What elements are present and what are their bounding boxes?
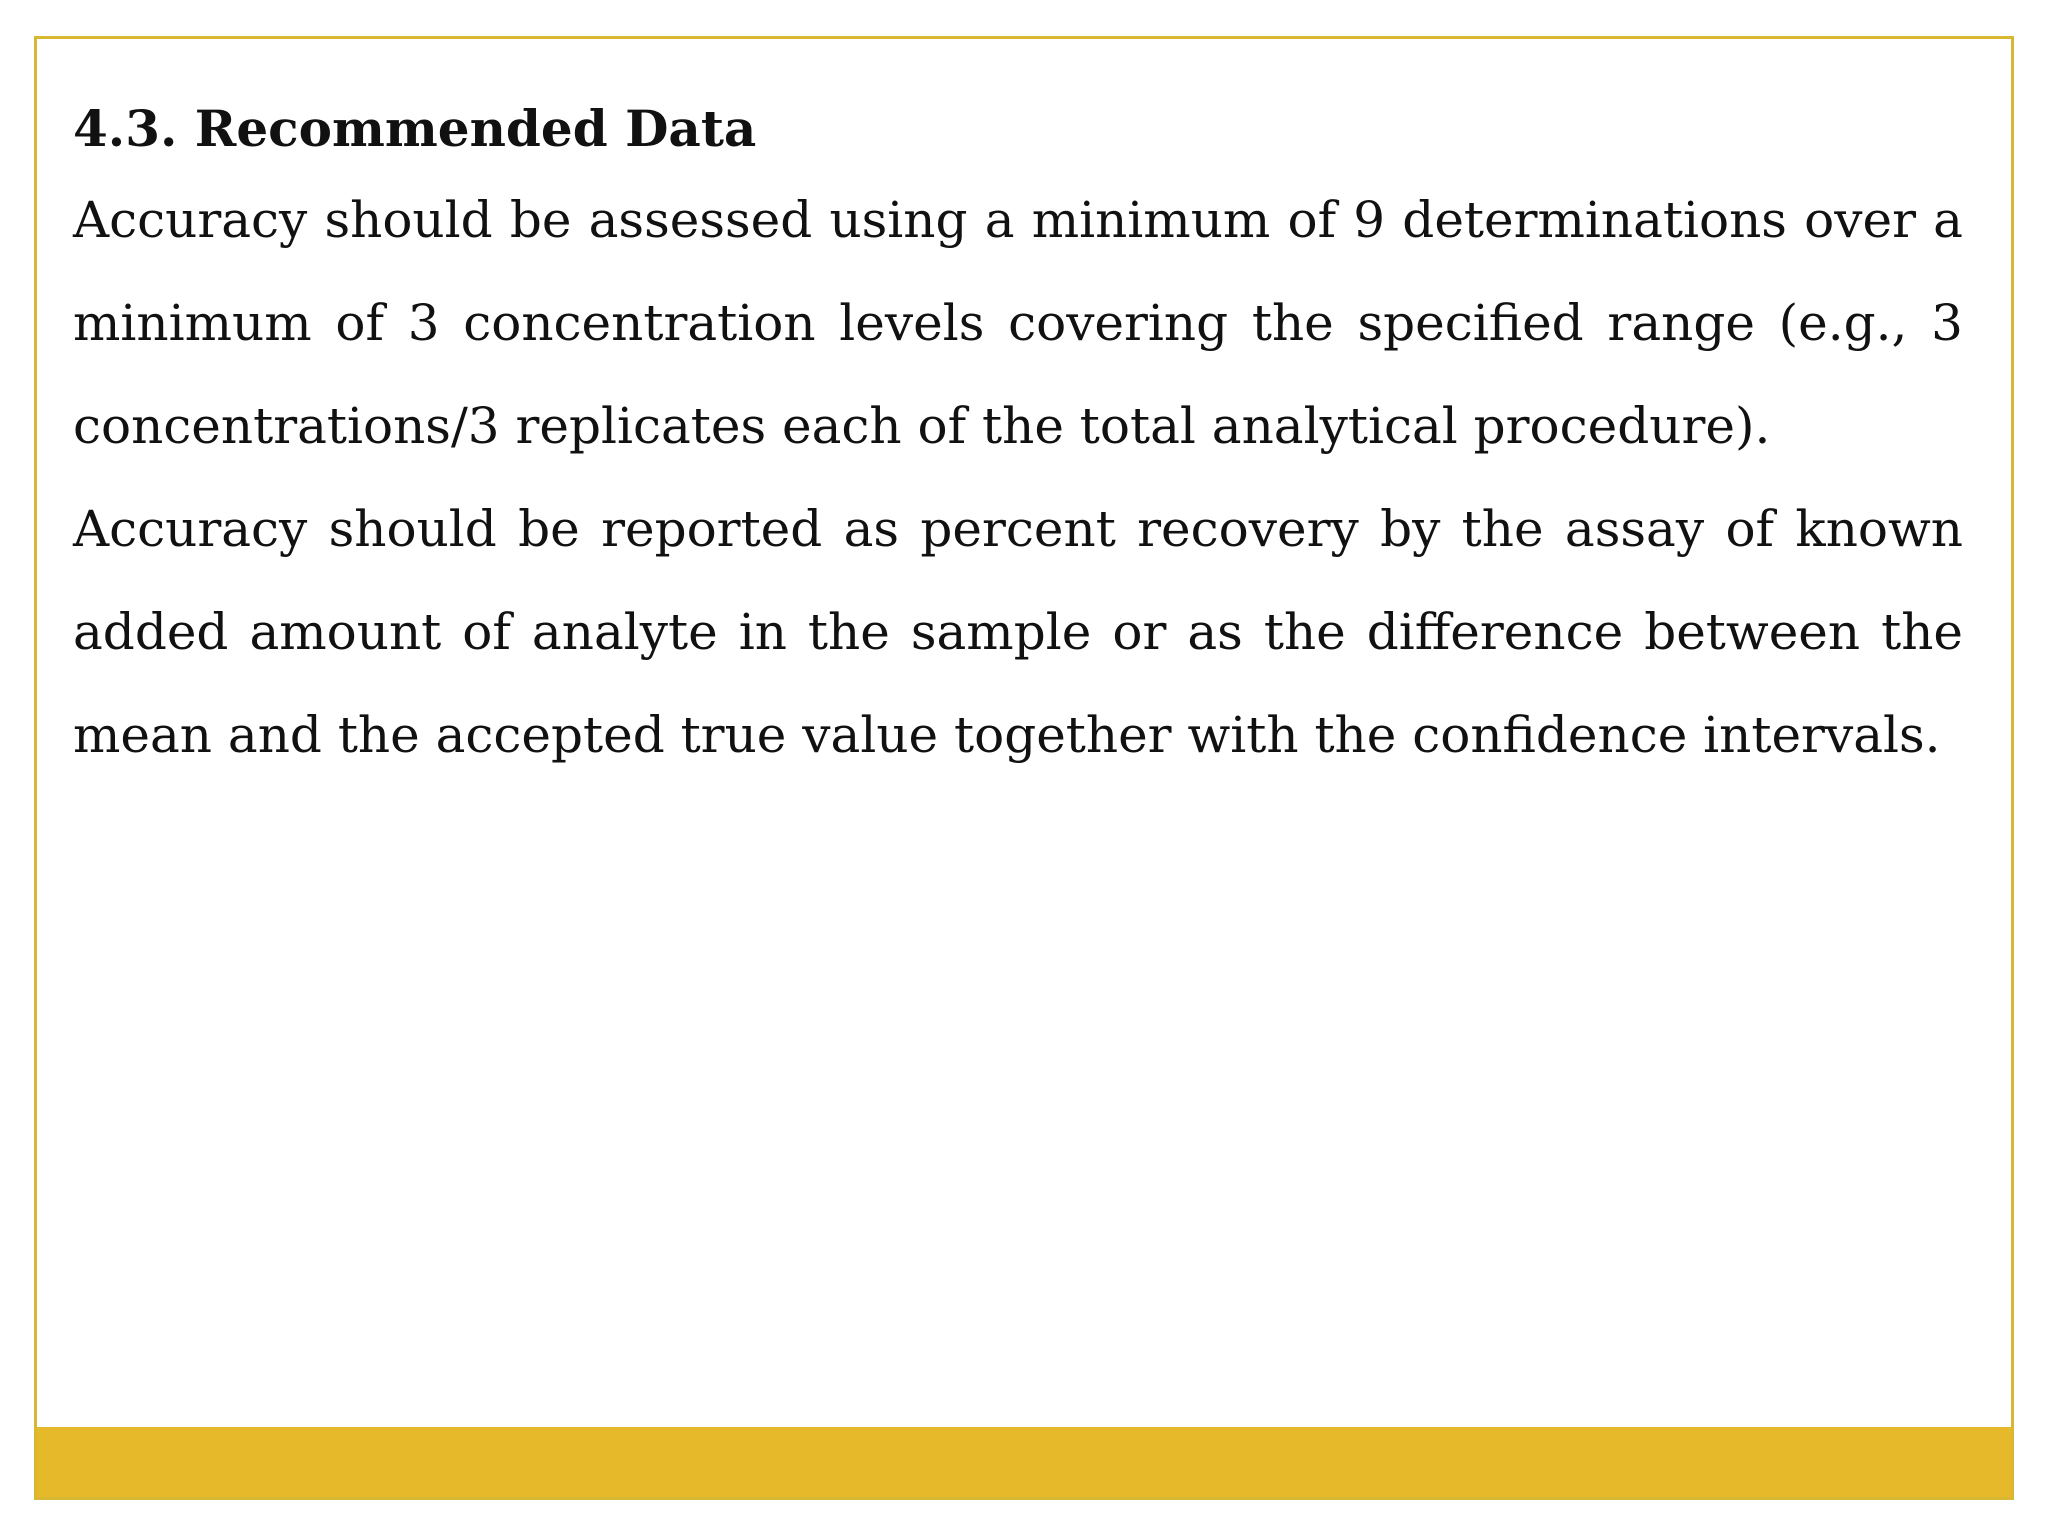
- footer-accent-bar: [37, 1427, 2011, 1497]
- slide-frame: [34, 36, 2014, 1500]
- paragraph-accuracy-assessment: Accuracy should be assessed using a minimum of 9 determinations over a minimum of 3 concentration levels covering the specified range (e.g., 3 concentrations/3 replicates each of the total analytical procedure).: [73, 191, 1963, 455]
- paragraph-accuracy-reporting: Accuracy should be reported as percent recovery by the assay of known added amount of analyte in the sample or as the difference between the mean and the accepted true value together with the confidence intervals.: [73, 500, 1963, 764]
- section-heading: 4.3. Recommended Data: [73, 99, 757, 158]
- slide-content: [73, 89, 1963, 787]
